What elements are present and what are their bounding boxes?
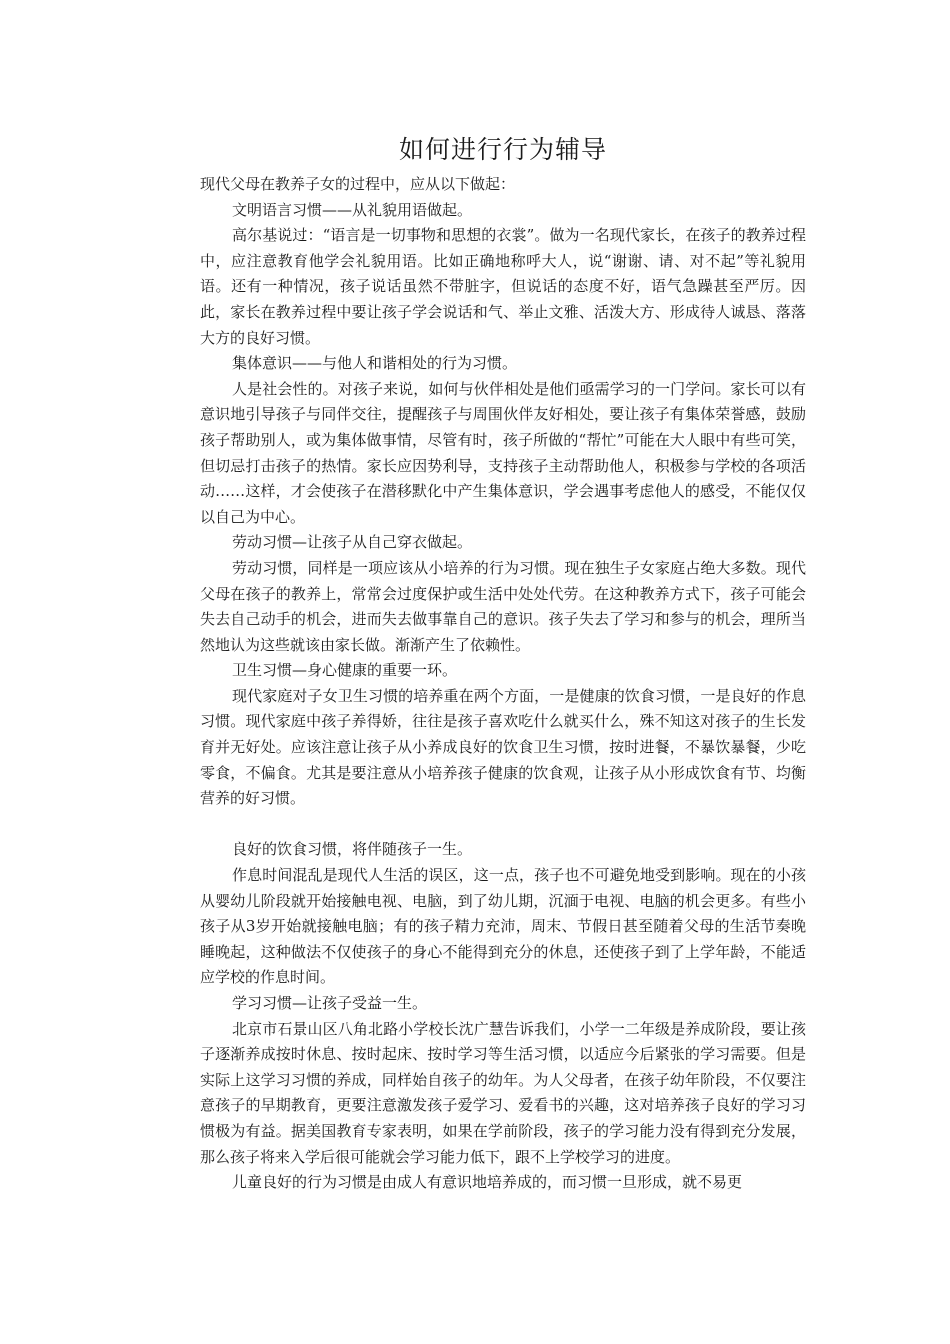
heading-eating-habit: 良好的饮食习惯，将伴随孩子一生。 <box>232 840 473 859</box>
heading-study-habit: 学习习惯—让孩子受益一生。 <box>232 994 428 1012</box>
heading-labor-habit: 劳动习惯—让孩子从自己穿衣做起。 <box>232 533 473 552</box>
paragraph-labor-habit: 劳动习惯，同样是一项应该从小培养的行为习惯。现在独生子女家庭占绝大多数。现代父母在孩子的教养上，常常会过度保护或生活中处处代劳。在这种教养方式下，孩子可能会失去自己动手的机会，进而失去做事靠自己的意识。孩子失去了学习和参与的机会，理所当然地认为这些就该由家长做。渐渐产生了依赖性。 <box>200 558 806 654</box>
paragraph-intro: 现代父母在教养子女的过程中，应从以下做起： <box>200 175 516 193</box>
blank-line <box>200 812 806 838</box>
heading-polite-language: 文明语言习惯——从礼貌用语做起。 <box>232 200 473 219</box>
document-page <box>200 130 806 1196</box>
paragraph-polite-language: 高尔基说过：“语言是一切事物和思想的衣裳”。做为一名现代家长，在孩子的教养过程中，应注意教育他学会礼貌用语。比如正确地称呼大人，说“谢谢、请、对不起”等礼貌用语。还有一种情况，孩子说话虽然不带脏字，但说话的态度不好，语气急躁甚至严厉。因此，家长在教养过程中要让孩子学会说话和气、举止文雅、活泼大方、形成待人诚恳、落落大方的良好习惯。 <box>200 226 806 347</box>
paragraph-hygiene-habit: 现代家庭对子女卫生习惯的培养重在两个方面，一是健康的饮食习惯，一是良好的作息习惯。现代家庭中孩子养得娇，往往是孩子喜欢吃什么就买什么，殊不知这对孩子的生长发育并无好处。应该注意让孩子从小养成良好的饮食卫生习惯，按时进餐，不暴饮暴餐，少吃零食，不偏食。尤其是要注意从小培养孩子健康的饮食观，让孩子从小形成饮食有节、均衡营养的好习惯。 <box>200 686 806 808</box>
heading-collective-awareness: 集体意识——与他人和谐相处的行为习惯。 <box>232 354 518 373</box>
document-title: 如何进行行为辅导 <box>398 135 607 164</box>
paragraph-conclusion: 儿童良好的行为习惯是由成人有意识地培养成的，而习惯一旦形成，就不易更 <box>232 1173 743 1192</box>
paragraph-study-habit: 北京市石景山区八角北路小学校长沈广慧告诉我们，小学一二年级是养成阶段，要让孩子逐渐养成按时休息、按时起床、按时学习等生活习惯，以适应今后紧张的学习需要。但是实际上这学习习惯的养成，同样始自孩子的幼年。为人父母者，在孩子幼年阶段，不仅要注意孩子的早期教育，更要注意激发孩子爱学习、爱看书的兴趣，这对培养孩子良好的学习习惯极为有益。据美国教育专家表明，如果在学前阶段，孩子的学习能力没有得到充分发展，那么孩子将来入学后很可能就会学习能力低下，跟不上学校学习的进度。 <box>200 1019 806 1166</box>
paragraph-schedule: 作息时间混乱是现代人生活的误区，这一点，孩子也不可避免地受到影响。现在的小孩从婴幼儿阶段就开始接触电视、电脑，到了幼儿期，沉湎于电视、电脑的机会更多。有些小孩子从3岁开始就接触电脑；有的孩子精力充沛，周末、节假日甚至随着父母的生活节奏晚睡晚起，这种做法不仅使孩子的身心不能得到充分的休息，还使孩子到了上学年龄，不能适应学校的作息时间。 <box>200 866 806 987</box>
heading-hygiene-habit: 卫生习惯—身心健康的重要一环。 <box>232 661 458 680</box>
paragraph-collective-awareness: 人是社会性的。对孩子来说，如何与伙伴相处是他们亟需学习的一门学问。家长可以有意识地引导孩子与同伴交往，提醒孩子与周围伙伴友好相处，要让孩子有集体荣誉感，鼓励孩子帮助别人，或为集体做事情，尽管有时，孩子所做的“帮忙”可能在大人眼中有些可笑，但切忌打击孩子的热情。家长应因势利导，支持孩子主动帮助他人，积极参与学校的各项活动……这样，才会使孩子在潜移默化中产生集体意识，学会遇事考虑他人的感受，不能仅仅以自己为中心。 <box>200 379 806 526</box>
